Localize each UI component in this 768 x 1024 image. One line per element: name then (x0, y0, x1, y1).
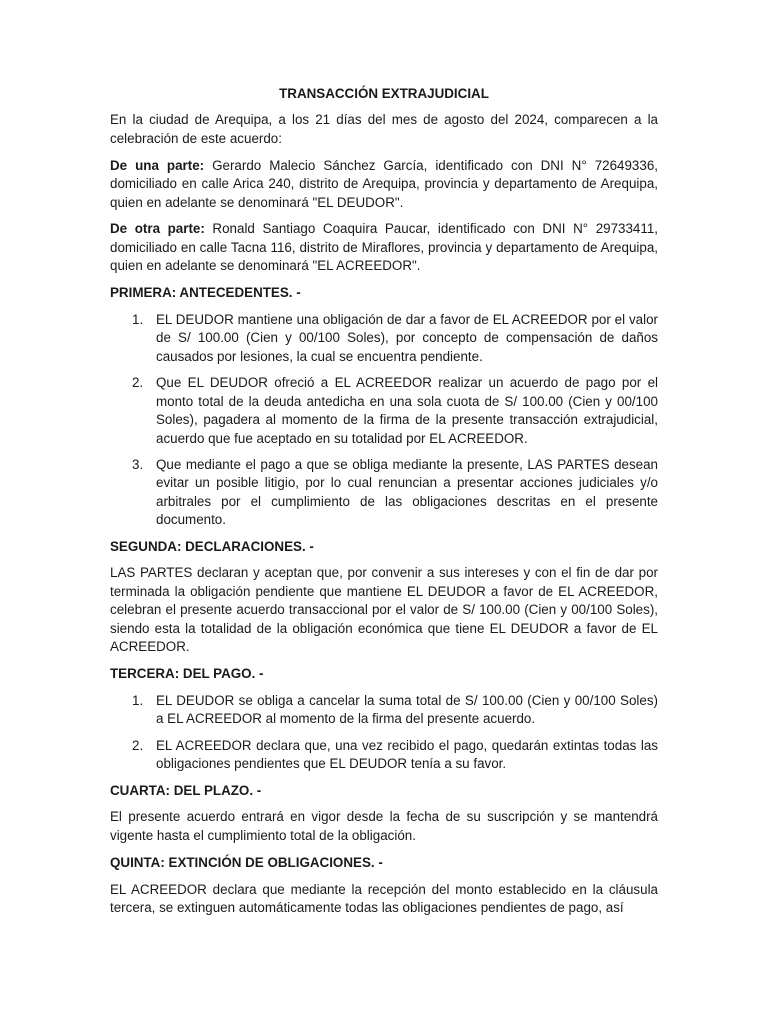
list-item (110, 456, 658, 530)
party-one-label: De una parte: (110, 157, 205, 173)
list-item (110, 374, 658, 448)
list-item-number: 3. (132, 456, 144, 472)
intro-paragraph: En la ciudad de Arequipa, a los 21 días del mes de agosto del 2024, comparecen a la celebración de este acuerdo: (110, 112, 658, 146)
clause-quinta-paragraph: EL ACREEDOR declara que mediante la recepción del monto establecido en la cláusula tercera, se extinguen automáticamente todas las obligaciones pendientes de pago, así (110, 881, 658, 916)
list-item (110, 692, 658, 729)
clause-primera-heading: PRIMERA: ANTECEDENTES. - (110, 285, 301, 301)
clause-tercera-list (110, 692, 658, 774)
list-item-number: 2. (132, 737, 144, 753)
clause-segunda-heading: SEGUNDA: DECLARACIONES. - (110, 538, 314, 554)
clause-cuarta-paragraph: El presente acuerdo entrará en vigor desde la fecha de su suscripción y se mantendrá vigente hasta el cumplimiento total de la obligación. (110, 809, 658, 843)
list-item-text: Que EL DEUDOR ofreció a EL ACREEDOR realizar un acuerdo de pago por el monto total de la deuda antedicha en una sola cuota de S/ 100.00 (Cien y 00/100 Soles), pagadera al momento de la firma de la presente transacción extrajudicial, acuerdo que fue aceptado en su totalidad por EL ACREEDOR. (156, 375, 658, 446)
clause-quinta-heading: QUINTA: EXTINCIÓN DE OBLIGACIONES. - (110, 854, 383, 870)
list-item-number: 1. (132, 312, 144, 328)
document-body (110, 85, 658, 926)
list-item (110, 737, 658, 774)
clause-cuarta-heading: CUARTA: DEL PLAZO. - (110, 782, 262, 798)
party-one-paragraph (110, 157, 658, 212)
list-item-text: EL ACREEDOR declara que, una vez recibido el pago, quedarán extintas todas las obligaciones pendientes que EL DEUDOR tenía a su favor. (156, 737, 658, 772)
list-item-text: Que mediante el pago a que se obliga mediante la presente, LAS PARTES desean evitar un posible litigio, por lo cual renuncian a presentar acciones judiciales y/o arbitrales por el cumplimiento de las obligaciones descritas en el presente documento. (156, 456, 658, 528)
party-one-text: Gerardo Malecio Sánchez García, identificado con DNI N° 72649336, domiciliado en calle Arica 240, distrito de Arequipa, provincia y departamento de Arequipa, quien en adelante se denominará "EL DEUDOR". (110, 157, 658, 210)
clause-primera-list (110, 311, 658, 529)
list-item-number: 1. (132, 692, 144, 708)
clause-tercera-heading: TERCERA: DEL PAGO. - (110, 665, 264, 681)
party-two-label: De otra parte: (110, 221, 205, 237)
party-two-paragraph (110, 220, 658, 275)
clause-segunda-paragraph: LAS PARTES declaran y aceptan que, por convenir a sus intereses y con el fin de dar por terminada la obligación pendiente que mantiene EL DEUDOR a favor de EL ACREEDOR, celebran el presente acuerdo transaccional por el valor de S/ 100.00 (Cien y 00/100 Soles), siendo esta la totalidad de la obligación económica que tiene EL DEUDOR a favor de EL ACREEDOR. (110, 565, 658, 655)
party-two-text: Ronald Santiago Coaquira Paucar, identificado con DNI N° 29733411, domiciliado en calle Tacna 116, distrito de Miraflores, provincia y departamento de Arequipa, quien en adelante se denominará "EL ACREEDOR". (110, 221, 658, 274)
list-item-text: EL DEUDOR mantiene una obligación de dar a favor de EL ACREEDOR por el valor de S/ 100.00 (Cien y 00/100 Soles), por concepto de compensación de daños causados por lesiones, la cual se encuentra pendiente. (156, 312, 658, 364)
list-item (110, 311, 658, 366)
document-title: TRANSACCIÓN EXTRAJUDICIAL (279, 86, 489, 101)
list-item-number: 2. (132, 375, 144, 391)
list-item-text: EL DEUDOR se obliga a cancelar la suma total de S/ 100.00 (Cien y 00/100 Soles) a EL ACREEDOR al momento de la firma del presente acuerdo. (156, 692, 658, 727)
